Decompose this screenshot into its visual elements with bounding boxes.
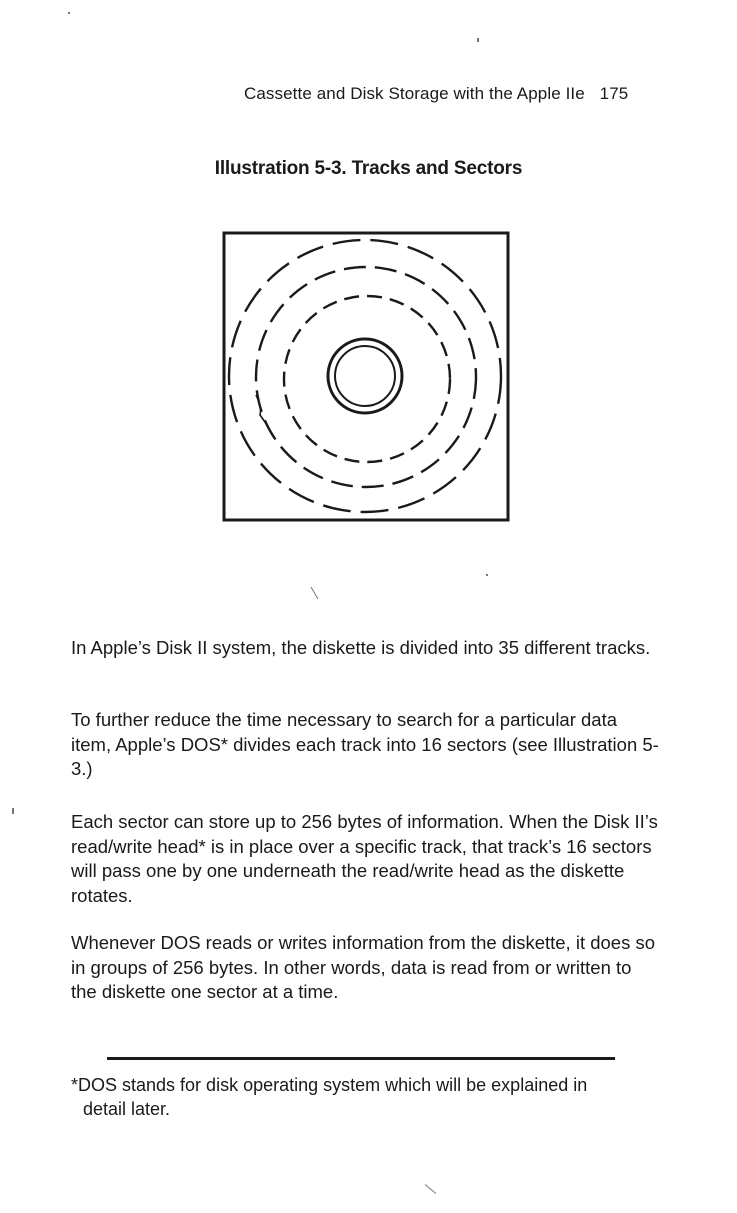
paragraph-dos-reads: Whenever DOS reads or writes information from the diskette, it does so in groups of 256 bytes. In other words, data is read from or written to the diskette one sector at a time. [71, 932, 656, 1002]
page-number: 175 [599, 84, 629, 103]
pen-stroke-mark [256, 395, 270, 431]
track-middle [256, 267, 476, 487]
running-header [244, 84, 628, 104]
footnote [71, 1073, 661, 1121]
paragraph-sectors: To further reduce the time necessary to search for a particular data item, Apple’s DOS* divides each track into 16 sectors (see Illustration 5-3.) [71, 709, 659, 779]
track-outer [229, 240, 501, 512]
scan-speck [12, 808, 14, 814]
scan-speck [486, 574, 488, 576]
scan-speck [425, 1184, 436, 1194]
scan-speck [311, 587, 319, 600]
spindle-hole-inner [335, 346, 395, 406]
footnote-line-2: detail later. [83, 1099, 171, 1119]
track-inner [284, 296, 450, 462]
paragraph-sector-capacity: Each sector can store up to 256 bytes of information. When the Disk II’s read/write head* is in place over a specific track, that track’s 16 sectors will pass one by one underneath the read/write head as the diskette rotates. [71, 811, 658, 906]
footnote-divider [107, 1057, 615, 1060]
diskette-outline [224, 233, 508, 520]
running-title: Cassette and Disk Storage with the Apple IIe [244, 84, 585, 103]
spindle-hole-outer [328, 339, 402, 413]
scan-speck [477, 38, 479, 42]
tracks-and-sectors-illustration [222, 231, 510, 522]
scan-speck [68, 12, 70, 14]
footnote-line-1: *DOS stands for disk operating system which will be explained in [71, 1075, 588, 1095]
figure-caption: Illustration 5-3. Tracks and Sectors [214, 158, 523, 179]
paragraph-tracks: In Apple’s Disk II system, the diskette is divided into 35 different tracks. [71, 637, 651, 658]
